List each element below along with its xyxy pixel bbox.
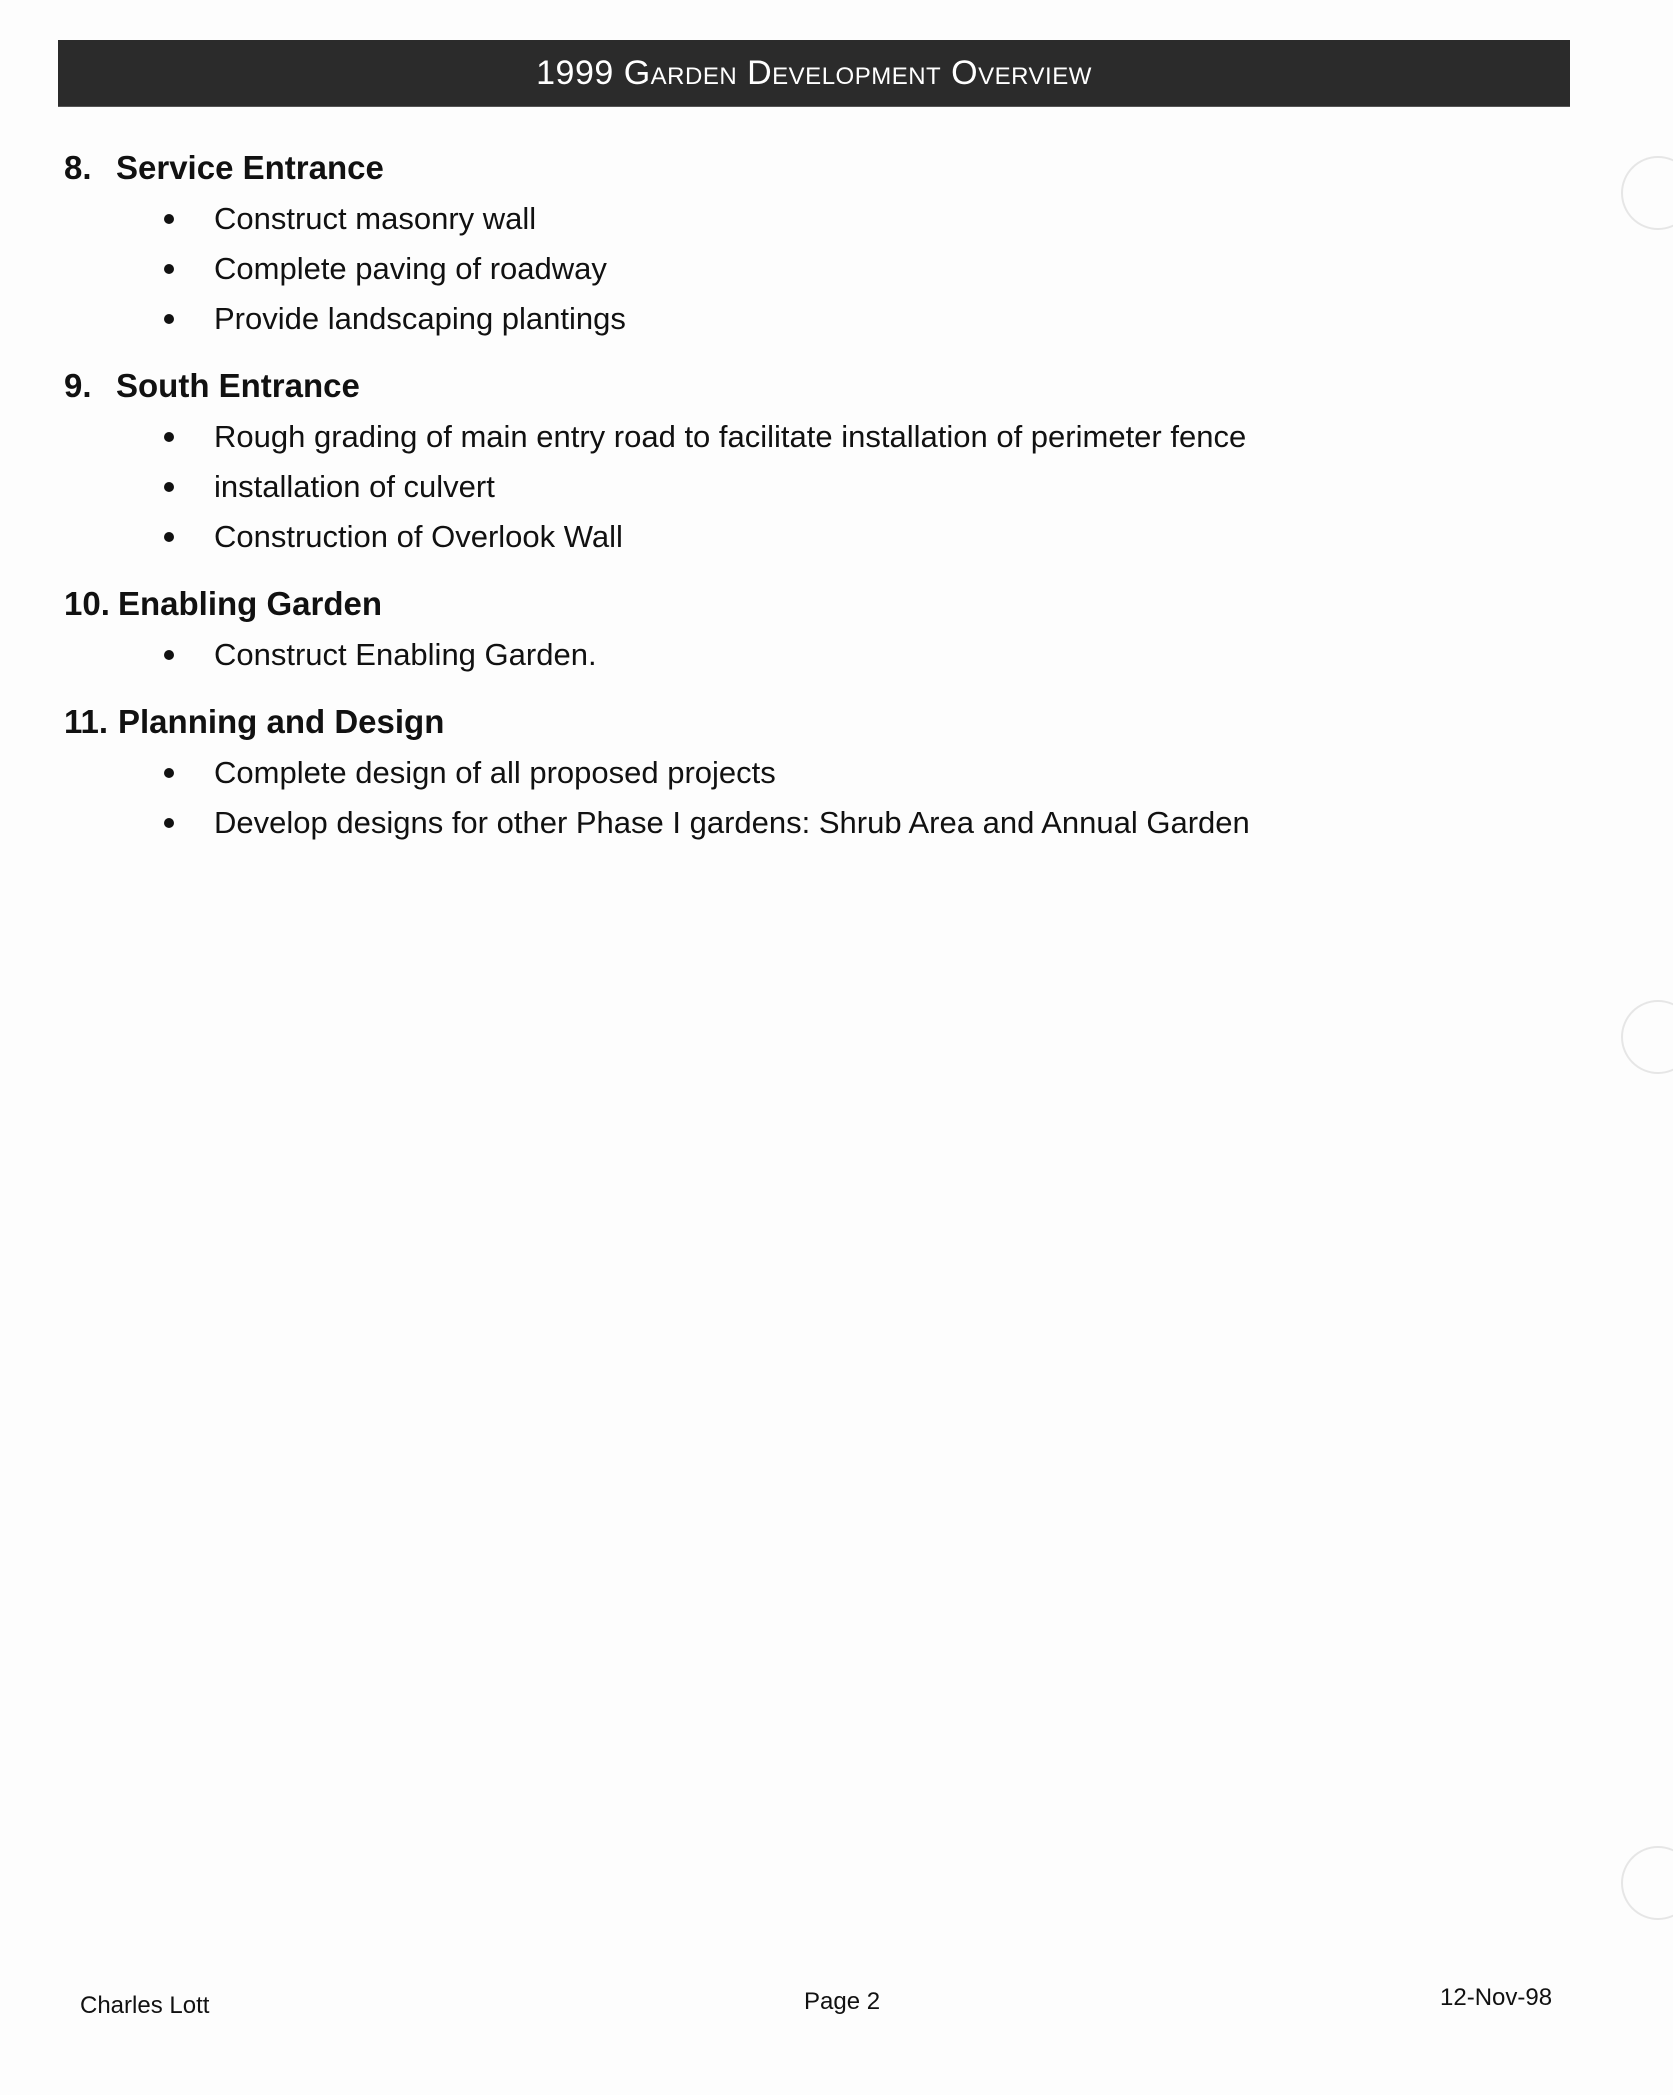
section-heading — [64, 364, 1504, 408]
bullet-icon — [164, 432, 174, 442]
punch-hole-mark — [1621, 1846, 1673, 1920]
bullet-icon — [164, 532, 174, 542]
list-item-text: Construct masonry wall — [214, 201, 537, 236]
list-item-text: Complete design of all proposed projects — [214, 755, 776, 790]
bullet-icon — [164, 818, 174, 828]
section-heading — [64, 582, 1504, 626]
section-service-entrance — [64, 146, 1504, 344]
bullet-list — [64, 748, 1504, 848]
list-item-text: Complete paving of roadway — [214, 251, 607, 286]
bullet-list — [64, 194, 1504, 344]
list-item-text: installation of culvert — [214, 469, 495, 504]
section-number: 8. — [64, 149, 92, 186]
section-title: Enabling Garden — [118, 585, 383, 622]
bullet-icon — [164, 650, 174, 660]
section-enabling-garden — [64, 582, 1504, 680]
section-title: Planning and Design — [118, 703, 445, 740]
footer-author: Charles Lott — [80, 1992, 210, 2019]
section-number: 10. — [64, 585, 110, 622]
section-heading — [64, 700, 1504, 744]
list-item-text: Provide landscaping plantings — [214, 301, 626, 336]
page-title: 1999 Garden Development Overview — [536, 53, 1092, 92]
section-heading — [64, 146, 1504, 190]
list-item — [164, 462, 1504, 512]
list-item — [164, 194, 1504, 244]
list-item-text: Develop designs for other Phase I gardens: Shrub Area and Annual Garden — [214, 805, 1250, 840]
list-item-text: Rough grading of main entry road to facilitate installation of perimeter fence — [214, 419, 1247, 454]
content-area — [64, 146, 1504, 868]
list-item — [164, 798, 1504, 848]
section-number: 9. — [64, 367, 92, 404]
list-item — [164, 412, 1504, 462]
list-item — [164, 512, 1504, 562]
bullet-icon — [164, 264, 174, 274]
title-banner — [58, 40, 1570, 106]
section-title: Service Entrance — [116, 149, 384, 186]
section-title: South Entrance — [116, 367, 360, 404]
list-item — [164, 294, 1504, 344]
list-item-text: Construct Enabling Garden. — [214, 637, 597, 672]
footer-date: 12-Nov-98 — [1440, 1984, 1553, 2011]
bullet-list — [64, 412, 1504, 562]
punch-hole-mark — [1621, 156, 1673, 230]
list-item — [164, 630, 1504, 680]
section-planning-design — [64, 700, 1504, 848]
bullet-icon — [164, 214, 174, 224]
punch-hole-mark — [1621, 1000, 1673, 1074]
list-item — [164, 748, 1504, 798]
section-south-entrance — [64, 364, 1504, 562]
bullet-icon — [164, 314, 174, 324]
list-item — [164, 244, 1504, 294]
bullet-list — [64, 630, 1504, 680]
list-item-text: Construction of Overlook Wall — [214, 519, 623, 554]
section-number: 11. — [64, 703, 109, 740]
bullet-icon — [164, 768, 174, 778]
footer-page-number: Page 2 — [804, 1988, 881, 2015]
bullet-icon — [164, 482, 174, 492]
